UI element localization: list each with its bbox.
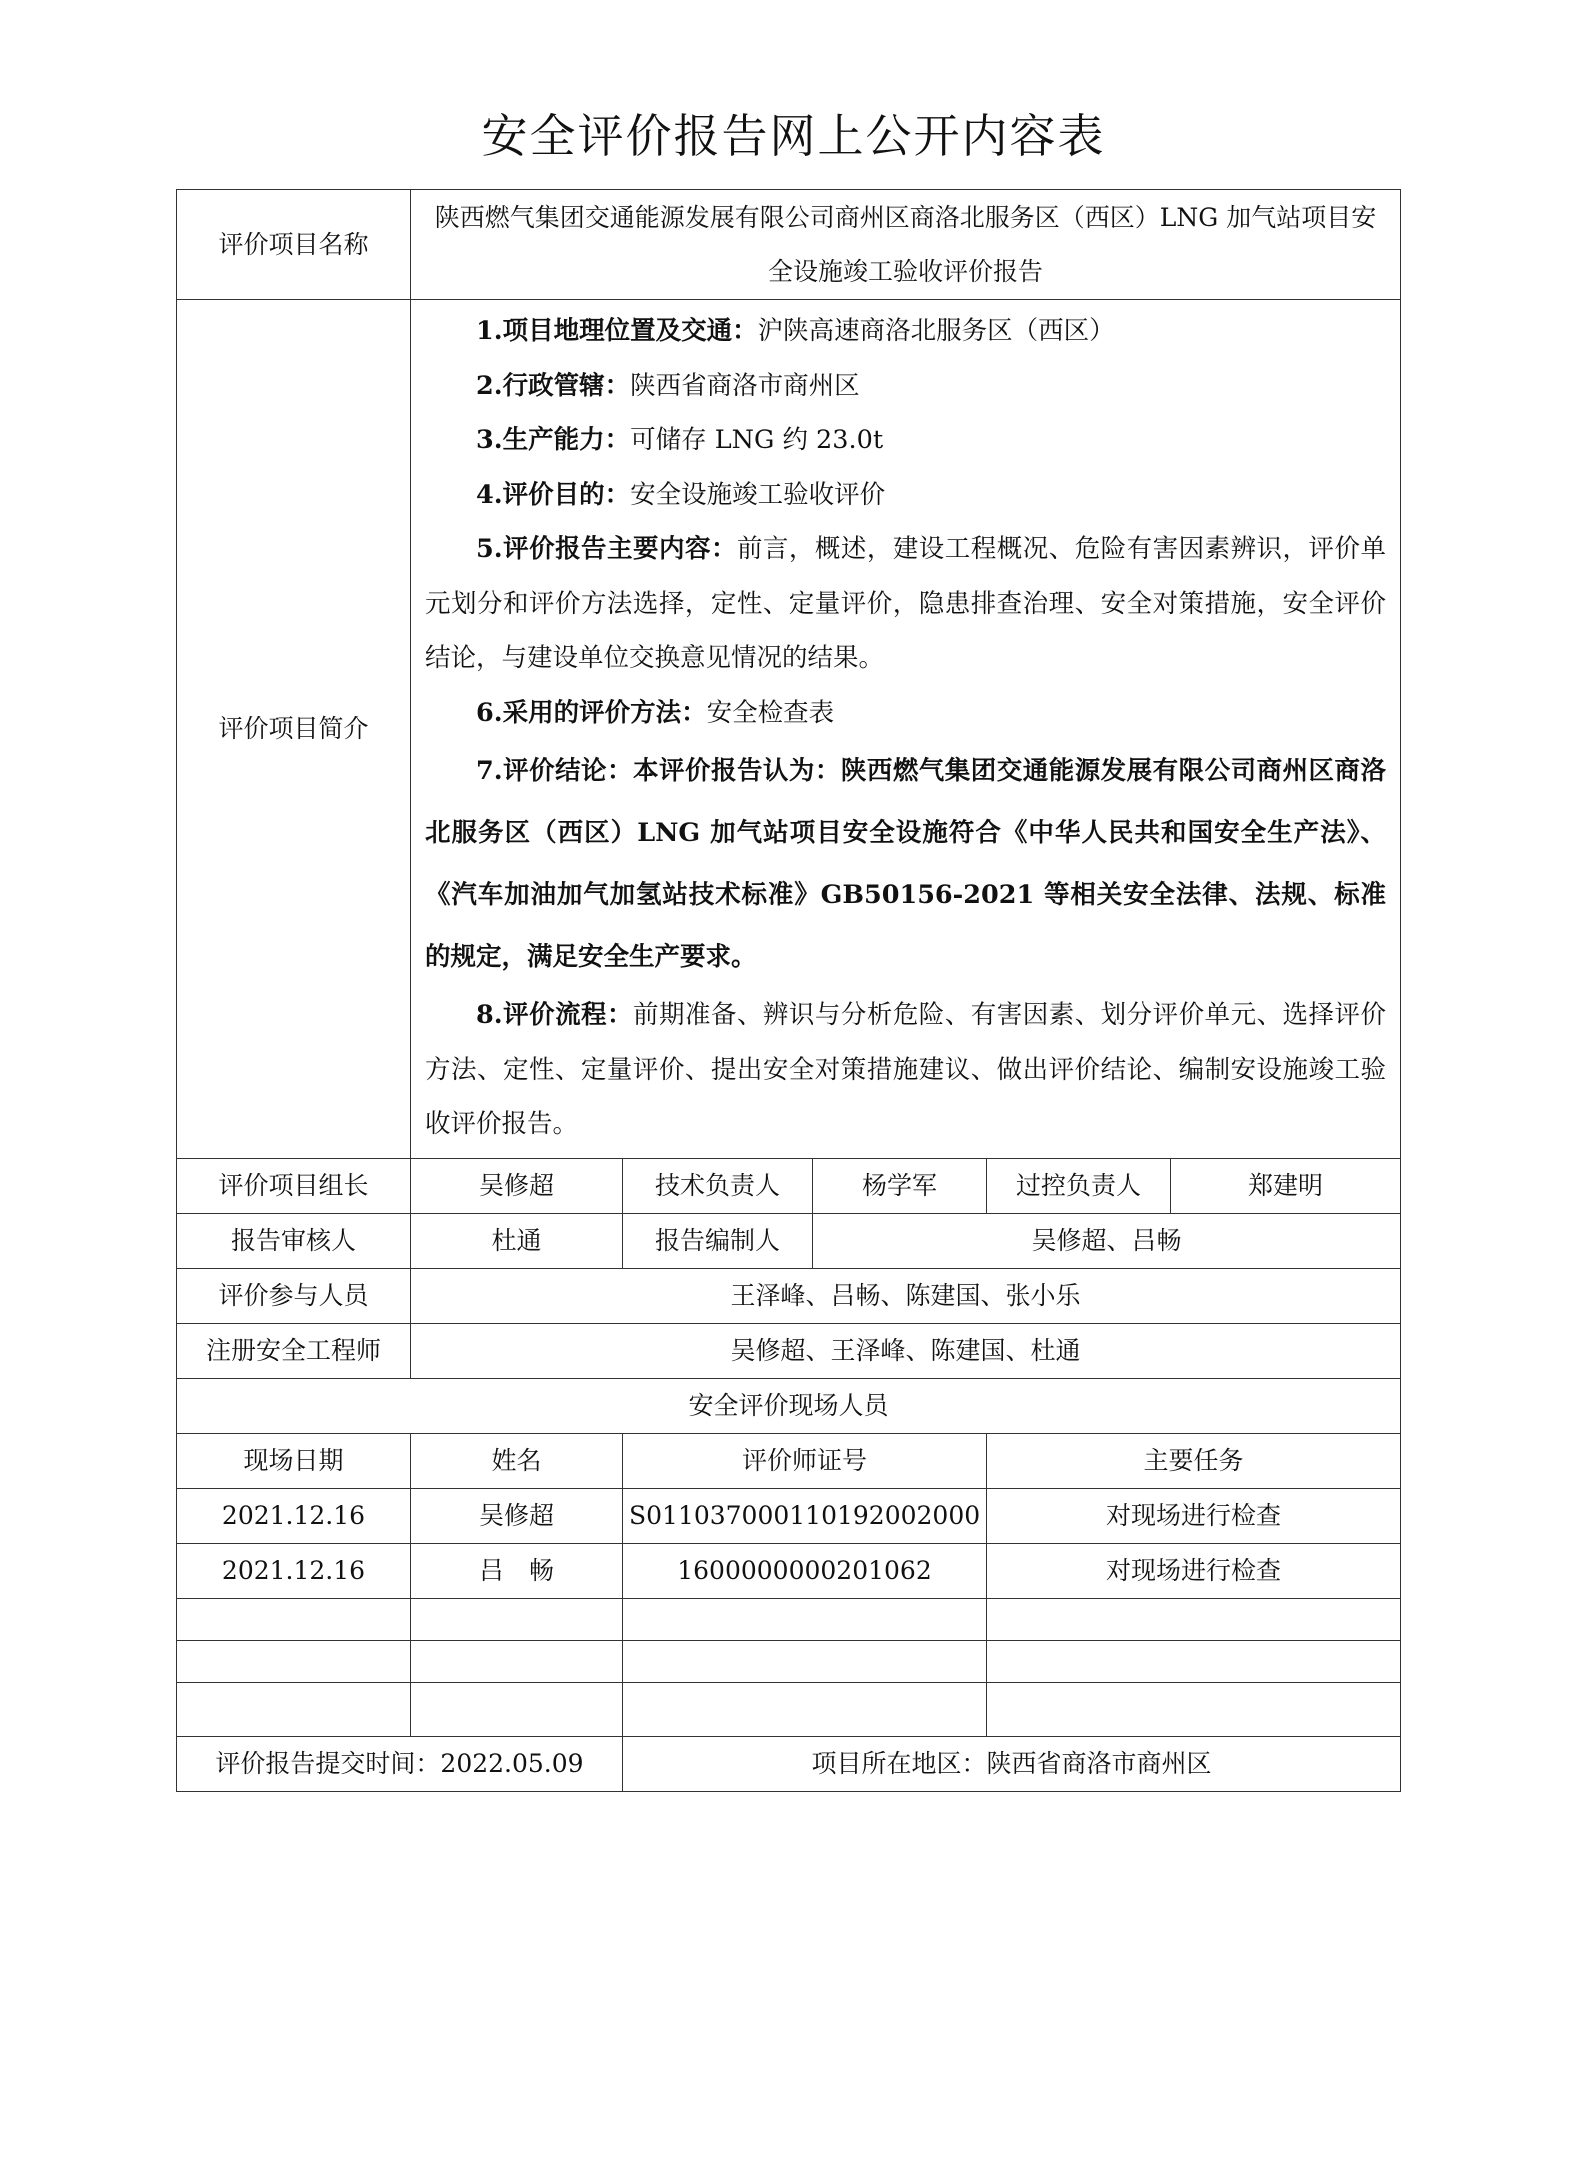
leader-label: 评价项目组长 <box>177 1158 411 1213</box>
site-task: 对现场进行检查 <box>987 1543 1401 1598</box>
intro-text: 本评价报告认为：陕西燃气集团交通能源发展有限公司商州区商洛北服务区（西区）LNG 加气站项目安全设施符合《中华人民共和国安全生产法》、《汽车加油加气加氢站技术标准》GB50156-2021 等相关安全法律、法规、标准的规定，满足安全生产要求。 <box>425 756 1386 972</box>
site-row <box>177 1543 1401 1598</box>
team-leader-row <box>177 1158 1401 1213</box>
intro-heading: 2.行政管辖： <box>476 370 631 401</box>
site-task: 对现场进行检查 <box>987 1488 1401 1543</box>
intro-text: 安全检查表 <box>706 697 835 728</box>
intro-text: 前言，概述，建设工程概况、危险有害因素辨识，评价单元划分和评价方法选择，定性、定量评价，隐患排查治理、安全对策措施，安全评价结论，与建设单位交换意见情况的结果。 <box>425 534 1386 673</box>
intro-item <box>425 522 1386 686</box>
intro-item <box>425 304 1386 359</box>
intro-content <box>411 300 1401 1159</box>
writer-value: 吴修超、吕畅 <box>813 1213 1401 1268</box>
intro-text: 沪陕高速商洛北服务区（西区） <box>757 316 1115 346</box>
participants-label: 评价参与人员 <box>177 1268 411 1323</box>
intro-heading: 1.项目地理位置及交通： <box>476 316 758 346</box>
page-title: 安全评价报告网上公开内容表 <box>481 109 1106 163</box>
site-header-cert: 评价师证号 <box>623 1433 987 1488</box>
project-name-row <box>177 190 1401 300</box>
engineers-value: 吴修超、王泽峰、陈建国、杜通 <box>411 1323 1401 1378</box>
site-name: 吴修超 <box>411 1488 623 1543</box>
intro-heading: 3.生产能力： <box>476 425 631 455</box>
project-name-label: 评价项目名称 <box>177 190 411 300</box>
intro-row <box>177 300 1401 1159</box>
site-section-title: 安全评价现场人员 <box>177 1378 1401 1433</box>
engineers-label: 注册安全工程师 <box>177 1323 411 1378</box>
site-date: 2021.12.16 <box>177 1543 411 1598</box>
leader-value: 吴修超 <box>411 1158 623 1213</box>
site-date <box>177 1682 411 1736</box>
footer-row <box>177 1736 1401 1791</box>
site-name <box>411 1640 623 1682</box>
site-cert <box>623 1682 987 1736</box>
intro-item <box>425 988 1386 1152</box>
reviewer-label: 报告审核人 <box>177 1213 411 1268</box>
process-value: 郑建明 <box>1171 1158 1401 1213</box>
site-task <box>987 1640 1401 1682</box>
site-header-row <box>177 1433 1401 1488</box>
intro-text: 陕西省商洛市商州区 <box>630 370 860 401</box>
intro-item <box>425 686 1386 741</box>
site-task <box>987 1598 1401 1640</box>
site-name: 吕 畅 <box>411 1543 623 1598</box>
engineers-row <box>177 1323 1401 1378</box>
reviewer-row <box>177 1213 1401 1268</box>
site-row-empty <box>177 1598 1401 1640</box>
site-name <box>411 1682 623 1736</box>
site-date <box>177 1640 411 1682</box>
site-row-empty <box>177 1682 1401 1736</box>
intro-text: 可储存 LNG 约 23.0t <box>630 425 884 455</box>
site-cert: 1600000000201062 <box>623 1543 987 1598</box>
site-row <box>177 1488 1401 1543</box>
site-header-name: 姓名 <box>411 1433 623 1488</box>
intro-text: 前期准备、辨识与分析危险、有害因素、划分评价单元、选择评价方法、定性、定量评价、提出安全对策措施建议、做出评价结论、编制安设施竣工验收评价报告。 <box>425 1000 1386 1139</box>
site-task <box>987 1682 1401 1736</box>
participants-row <box>177 1268 1401 1323</box>
project-name-value: 陕西燃气集团交通能源发展有限公司商州区商洛北服务区（西区）LNG 加气站项目安全设施竣工验收评价报告 <box>411 190 1401 300</box>
participants-value: 王泽峰、吕畅、陈建国、张小乐 <box>411 1268 1401 1323</box>
project-region: 项目所在地区：陕西省商洛市商州区 <box>623 1736 1401 1791</box>
site-date: 2021.12.16 <box>177 1488 411 1543</box>
submit-time: 评价报告提交时间：2022.05.09 <box>177 1736 623 1791</box>
intro-heading: 8.评价流程： <box>476 1000 634 1030</box>
tech-value: 杨学军 <box>813 1158 987 1213</box>
disclosure-table <box>176 189 1401 1792</box>
intro-heading: 7.评价结论： <box>476 756 634 786</box>
process-label: 过控负责人 <box>987 1158 1171 1213</box>
intro-item <box>425 413 1386 468</box>
site-name <box>411 1598 623 1640</box>
intro-label: 评价项目简介 <box>177 300 411 1159</box>
site-header-task: 主要任务 <box>987 1433 1401 1488</box>
site-row-empty <box>177 1640 1401 1682</box>
site-header-date: 现场日期 <box>177 1433 411 1488</box>
intro-item <box>425 468 1386 523</box>
site-cert: S011037000110192002000 <box>623 1488 987 1543</box>
intro-heading: 6.采用的评价方法： <box>476 697 707 728</box>
writer-label: 报告编制人 <box>623 1213 813 1268</box>
intro-text: 安全设施竣工验收评价 <box>630 479 886 510</box>
intro-heading: 5.评价报告主要内容： <box>476 534 737 564</box>
site-section-row <box>177 1378 1401 1433</box>
intro-item-conclusion <box>425 740 1386 988</box>
tech-label: 技术负责人 <box>623 1158 813 1213</box>
intro-item <box>425 359 1386 414</box>
site-cert <box>623 1640 987 1682</box>
site-cert <box>623 1598 987 1640</box>
reviewer-value: 杜通 <box>411 1213 623 1268</box>
intro-heading: 4.评价目的： <box>476 479 631 510</box>
site-date <box>177 1598 411 1640</box>
